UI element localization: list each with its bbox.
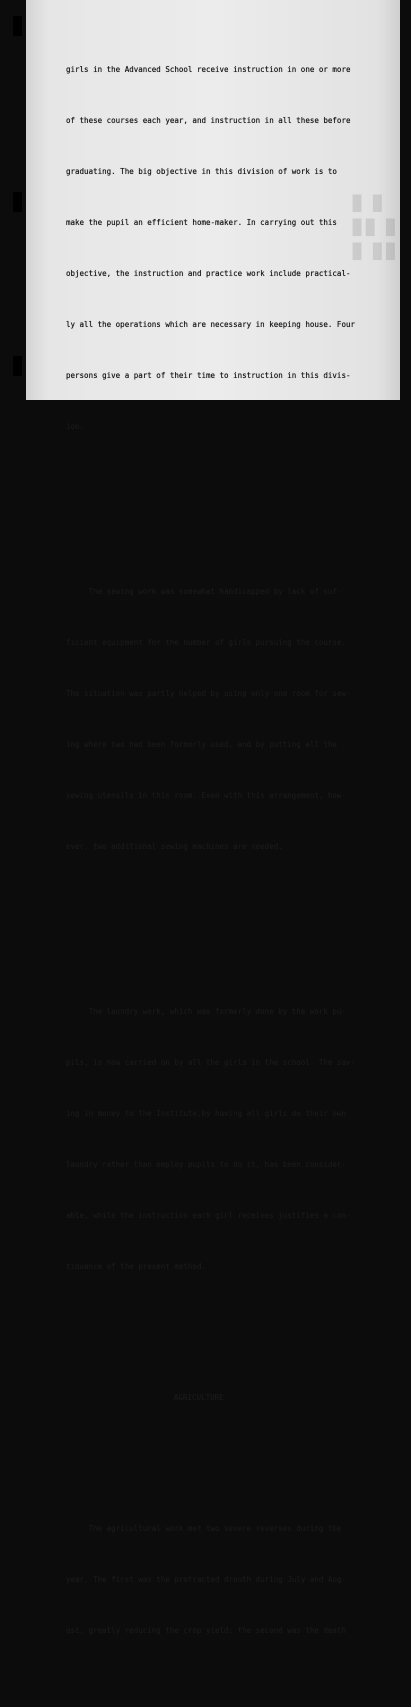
binder-hole — [13, 16, 22, 36]
paragraph-gap — [66, 1343, 386, 1355]
text-line: The sewing work was somewhat handicapped by lack of suf- — [66, 587, 342, 596]
binder-hole — [13, 192, 22, 212]
text-line: ly all the operations which are necessary in keeping house. Four — [66, 320, 355, 329]
paragraph-sewing — [66, 549, 386, 889]
text-line: graduating. The big objective in this division of work is to — [66, 167, 337, 176]
bleed-through-marks: ▮ ▮ ▮▮ ▮ ▮ ▮▮ — [351, 189, 398, 262]
text-line: able, while the instruction each girl receives justifies a con- — [66, 1211, 351, 1220]
text-line: ust, greatly reducing the crop yield; the second was the death — [66, 1626, 346, 1635]
text-line: ion. — [66, 422, 85, 431]
text-line: laundry rather than employ pupils to do it, has been consider- — [66, 1160, 346, 1169]
paragraph-home-making — [66, 27, 386, 469]
document-body — [66, 0, 386, 1707]
paragraph-gap — [66, 503, 386, 515]
text-line: persons give a part of their time to instruction in this divis- — [66, 371, 351, 380]
text-line: The situation was partly helped by using only one room for sew- — [66, 689, 351, 698]
text-line: girls in the Advanced School receive instruction in one or more — [66, 65, 351, 74]
section-heading-agriculture: AGRICULTURE — [174, 1393, 224, 1402]
paragraph-gap — [66, 1440, 386, 1452]
text-line: ever, two additional sewing machines are needed. — [66, 842, 283, 851]
text-line: The agricultural work met two severe reverses during the — [66, 1524, 342, 1533]
text-line: pils, is now carried on by all the girls in the school. The sav- — [66, 1058, 355, 1067]
text-line: of these courses each year, and instruction in all these before — [66, 116, 351, 125]
text-line: year. The first was the protracted drouth during July and Aug- — [66, 1575, 346, 1584]
paragraph-laundry — [66, 969, 386, 1309]
binder-hole — [13, 356, 22, 376]
text-line: sewing utensils in this room. Even with this arrangement, how- — [66, 791, 346, 800]
text-line: tinuance of the present method. — [66, 1262, 206, 1271]
text-line: objective, the instruction and practice work include practical- — [66, 269, 351, 278]
text-line: ficient equipment for the number of girls pursuing the course. — [66, 638, 346, 647]
text-line: ing in money to the Institute,by having all girls do their own — [66, 1109, 346, 1118]
text-line: The laundry work, which was formerly done by the work pu- — [66, 1007, 346, 1016]
text-line: make the pupil an efficient home-maker. In carrying out this — [66, 218, 337, 227]
paragraph-gap — [66, 923, 386, 935]
text-line: ing where two had been formerly used, and by putting all the — [66, 740, 337, 749]
paragraph-agriculture — [66, 1486, 386, 1673]
